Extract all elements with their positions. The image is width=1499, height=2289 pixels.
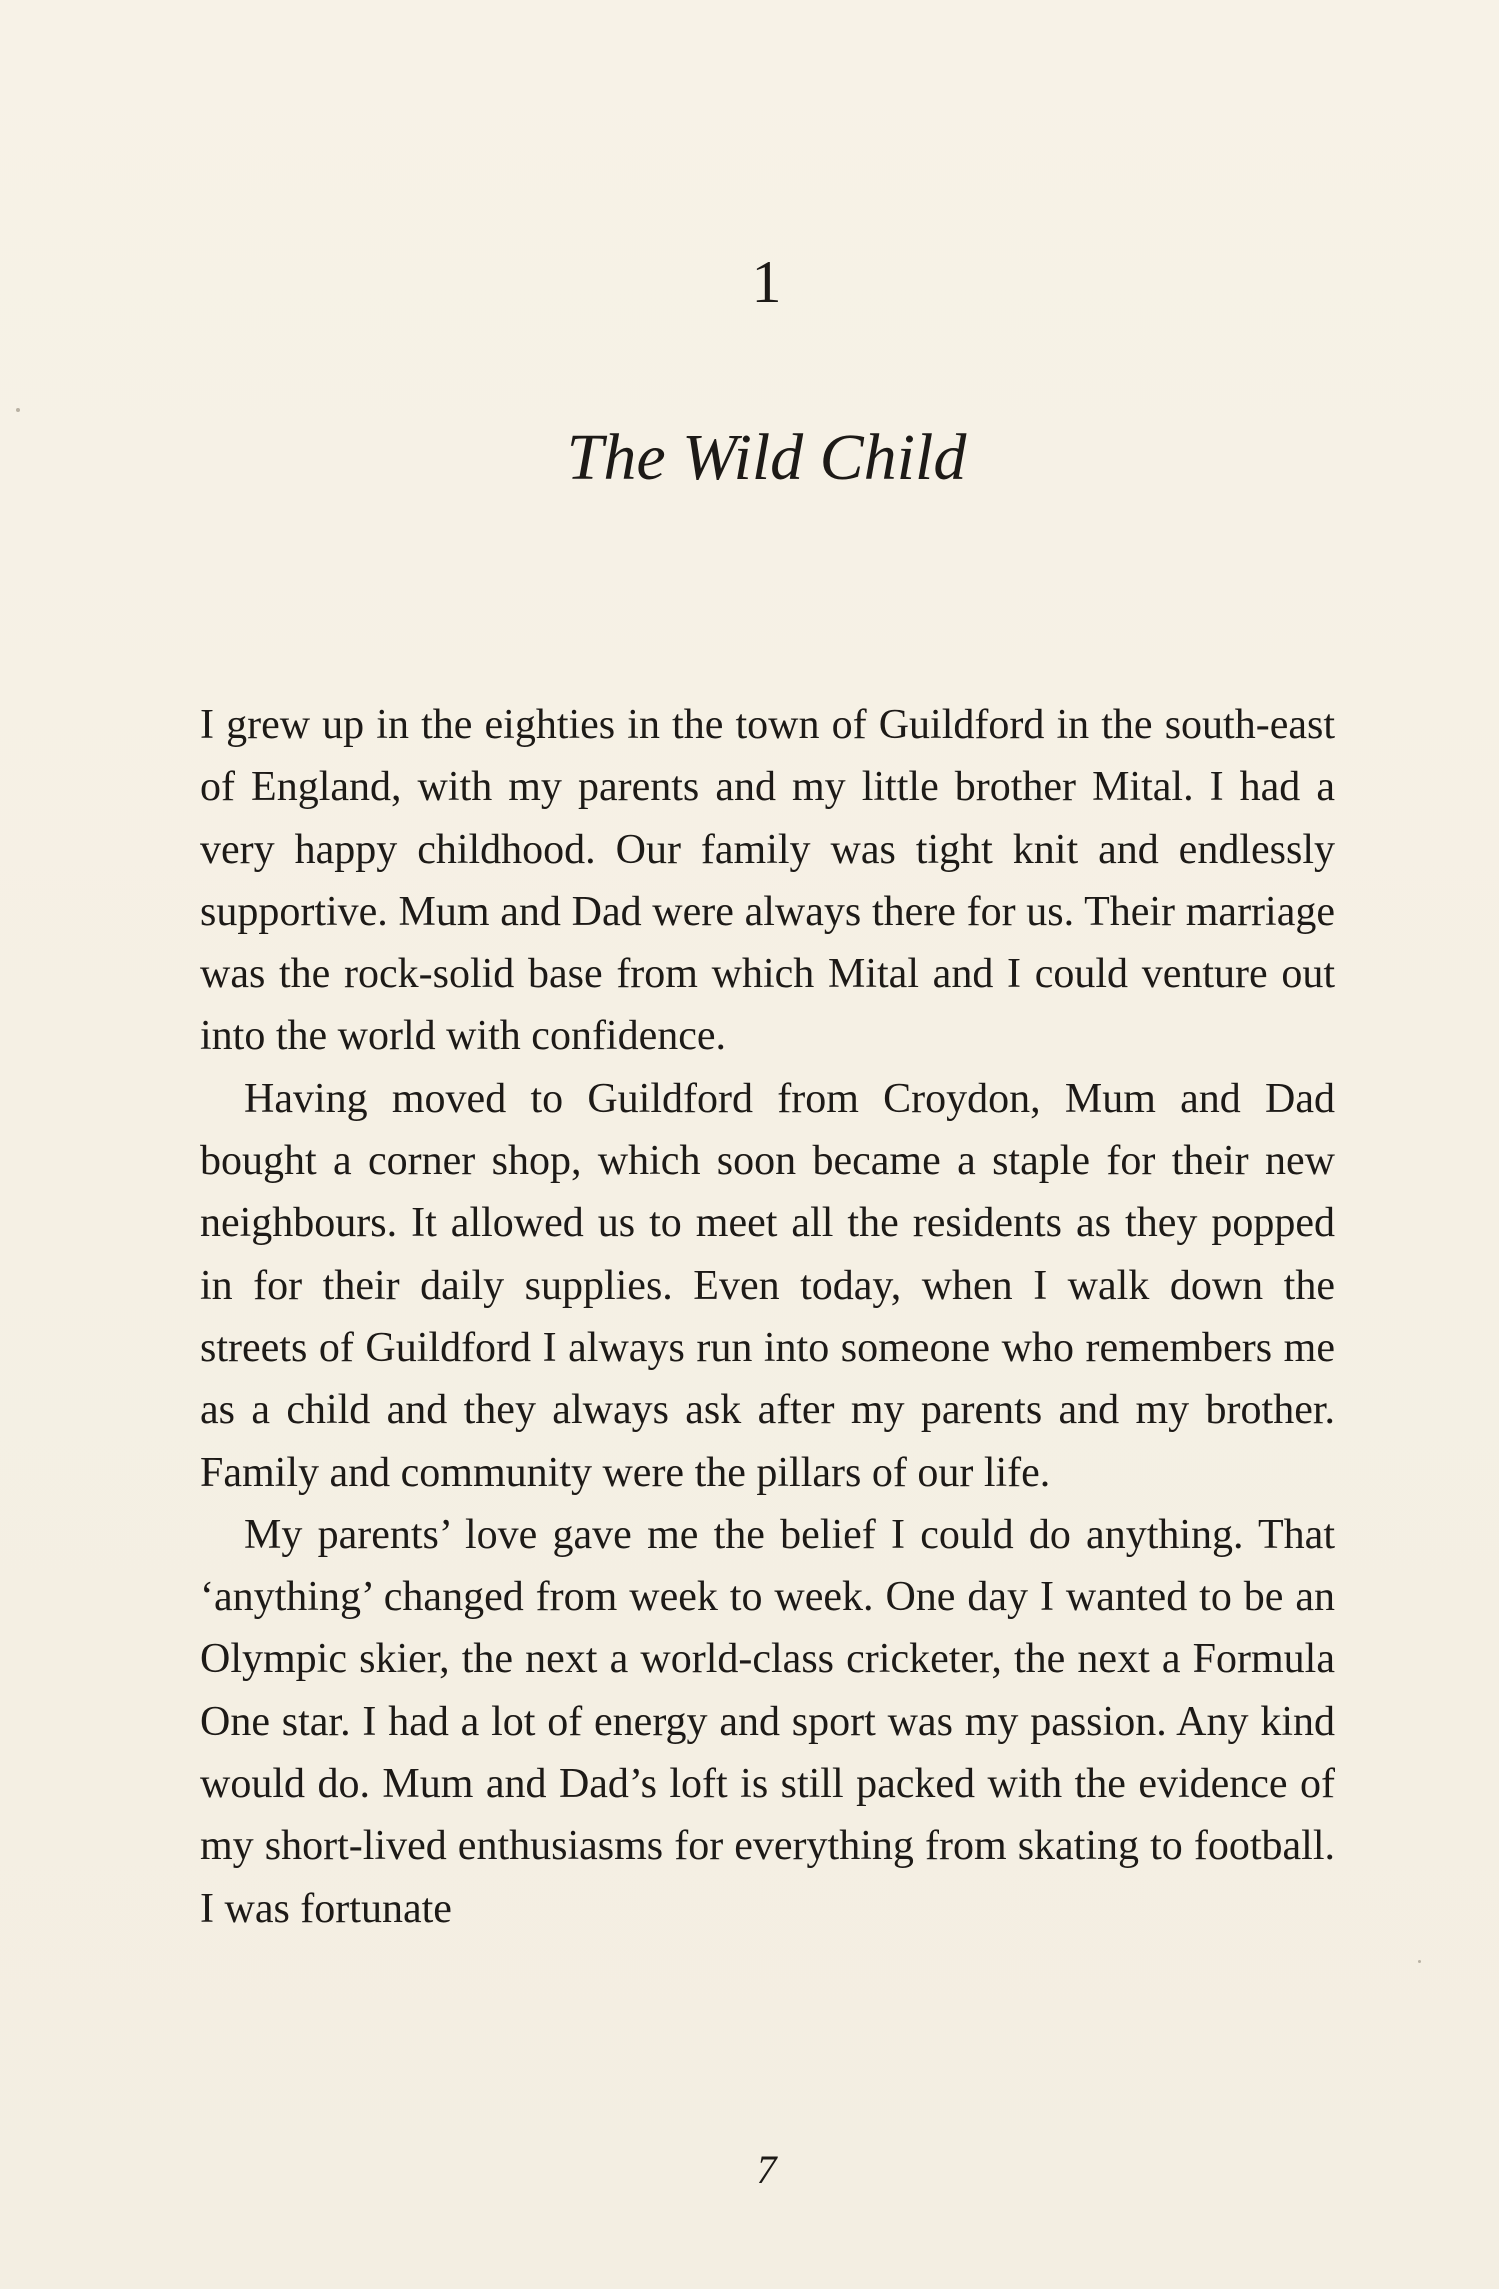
chapter-number: 1 [751,249,782,316]
paragraph-3: My parents’ love gave me the belief I could do anything. That ‘anything’ changed from week to week. One day I wanted to be an Olympic skier, the next a world-class cricketer, the next a Formula One star. I had a lot of energy and sport was my passion. Any kind would do. Mum and Dad’s loft is still packed with the evidence of my short-lived enthusiasms for everything from skating to football. I was fortunate [200,1511,1335,1932]
chapter-title: The Wild Child [566,420,967,494]
chapter-body [200,694,1335,1940]
paragraph-1: I grew up in the eighties in the town of Guildford in the south-east of England, with my parents and my little brother Mital. I had a very happy childhood. Our family was tight knit and endlessly supportive. Mum and Dad were always there for us. Their marriage was the rock-solid base from which Mital and I could venture out into the world with confidence. [200,702,1335,1060]
paper-speck [16,408,20,412]
page-number: 7 [756,2147,777,2192]
paper-speck [1418,1960,1421,1963]
paragraph-2: Having moved to Guildford from Croydon, Mum and Dad bought a corner shop, which soon became a staple for their new neighbours. It allowed us to meet all the residents as they popped in for their daily supplies. Even today, when I walk down the streets of Guildford I always run into someone who remembers me as a child and they always ask after my parents and my brother. Family and community were the pillars of our life. [200,1075,1335,1496]
